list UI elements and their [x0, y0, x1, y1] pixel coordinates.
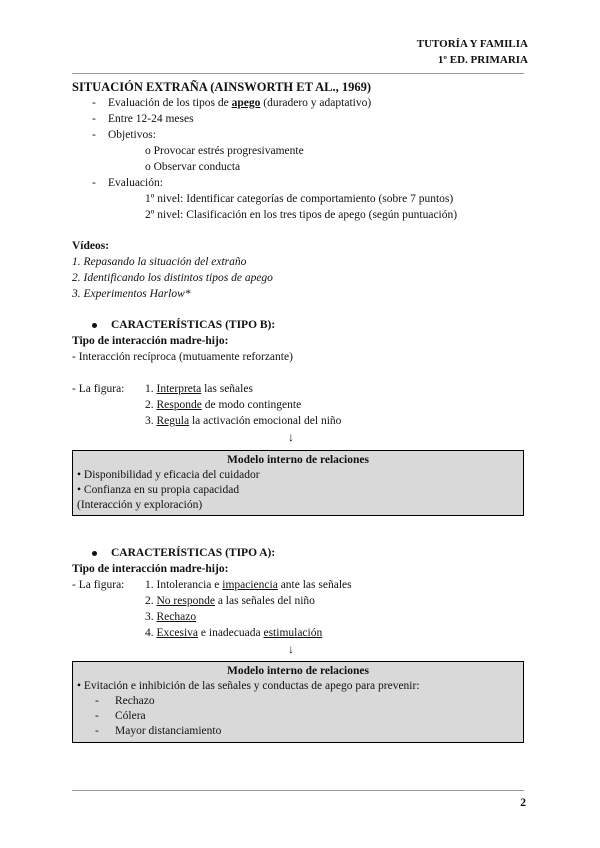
list-item-text: Evaluación de los tipos de apego (duradero y adaptativo)	[108, 97, 372, 109]
bullet-icon	[92, 551, 97, 556]
figure-item: 2. Responde de modo contingente	[145, 399, 302, 411]
footer-rule	[72, 790, 524, 791]
header-course: 1º ED. PRIMARIA	[437, 54, 528, 66]
box-line: • Disponibilidad y eficacia del cuidador	[77, 469, 260, 481]
model-box-tipo-b	[72, 450, 524, 516]
figure-item: 1. Intolerancia e impaciencia ante las señales	[145, 579, 352, 591]
figure-item: 1. Interpreta las señales	[145, 383, 253, 395]
list-item-text: Objetivos:	[108, 129, 156, 141]
video-link[interactable]: 3. Experimentos Harlow*	[72, 288, 191, 300]
page-number: 2	[520, 797, 526, 809]
box-list-item: - Cólera	[95, 710, 146, 722]
figure-item: 3. Regula la activación emocional del niño	[145, 415, 342, 427]
header-rule	[72, 73, 524, 74]
sub-item: o Provocar estrés progresivamente	[145, 145, 304, 157]
subheading: Tipo de interacción madre-hijo:	[72, 335, 229, 347]
arrow-down-icon: ↓	[288, 642, 294, 656]
box-list-item: - Rechazo	[95, 695, 155, 707]
model-box-tipo-a	[72, 661, 524, 743]
box-list-item: - Mayor distanciamiento	[95, 725, 222, 737]
box-line: • Evitación e inhibición de las señales y conductas de apego para prevenir:	[77, 680, 420, 692]
heading-tipo-a: CARACTERÍSTICAS (TIPO A):	[92, 547, 275, 559]
figura-label: - La figura:	[72, 579, 125, 591]
box-line: (Interacción y exploración)	[77, 499, 203, 511]
heading-tipo-b: CARACTERÍSTICAS (TIPO B):	[92, 319, 275, 331]
subheading: Tipo de interacción madre-hijo:	[72, 563, 229, 575]
figure-item: 4. Excesiva e inadecuada estimulación	[145, 627, 323, 639]
list-item-text: Entre 12-24 meses	[108, 113, 194, 125]
figure-item: 3. Rechazo	[145, 611, 197, 623]
box-line: • Confianza en su propia capacidad	[77, 484, 240, 496]
eval-level-1: 1º nivel: Identificar categorías de comportamiento (sobre 7 puntos)	[145, 193, 454, 205]
video-link[interactable]: 1. Repasando la situación del extraño	[72, 256, 247, 268]
sub-item: o Observar conducta	[145, 161, 241, 173]
keyword-apego: apego	[231, 97, 261, 109]
box-title: Modelo interno de relaciones	[227, 665, 369, 677]
box-title: Modelo interno de relaciones	[227, 454, 369, 466]
eval-level-2: 2º nivel: Clasificación en los tres tipos de apego (según puntuación)	[145, 209, 458, 221]
section-title: SITUACIÓN EXTRAÑA (AINSWORTH ET AL., 1969)	[72, 80, 372, 94]
videos-title: Vídeos:	[72, 240, 110, 252]
video-link[interactable]: 2. Identificando los distintos tipos de apego	[72, 272, 273, 284]
arrow-down-icon: ↓	[288, 430, 294, 444]
interaction-desc: - Interacción recíproca (mutuamente reforzante)	[72, 351, 293, 363]
list-item-text: Evaluación:	[108, 177, 163, 189]
header-subject: TUTORÍA Y FAMILIA	[416, 38, 528, 50]
list-item: -	[92, 97, 96, 109]
figure-item: 2. No responde a las señales del niño	[145, 595, 315, 607]
bullet-icon	[92, 323, 97, 328]
header	[417, 36, 528, 68]
figura-label: - La figura:	[72, 383, 125, 395]
